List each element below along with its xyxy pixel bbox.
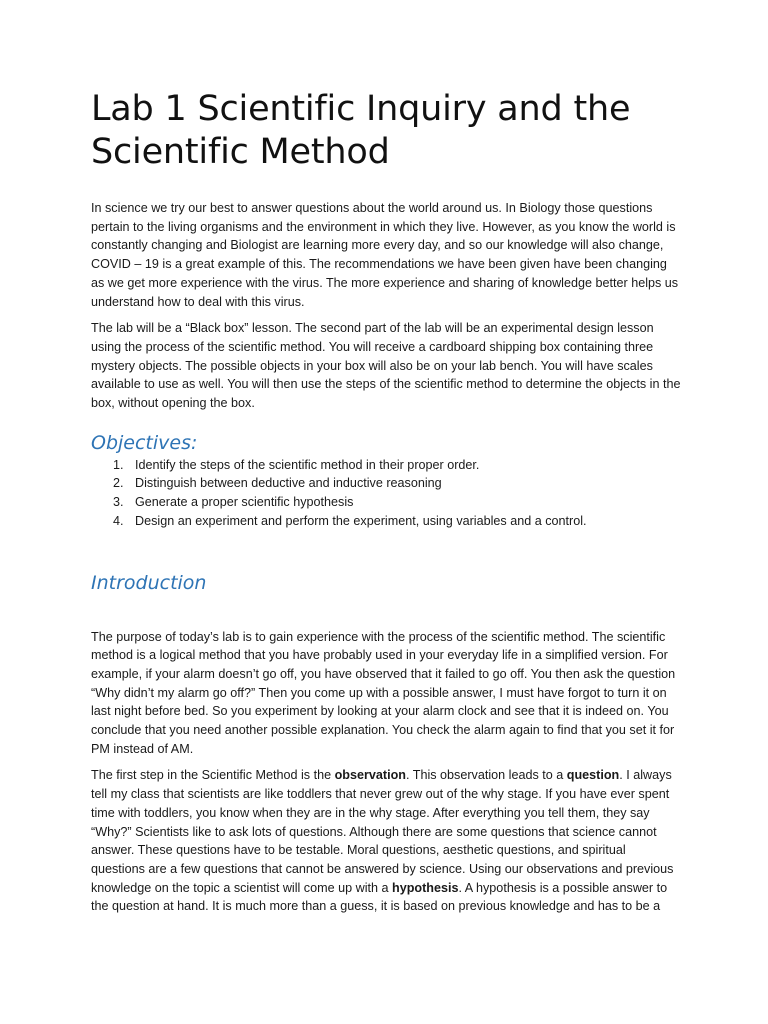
list-item bbox=[91, 474, 682, 493]
term-observation: observation bbox=[334, 768, 406, 783]
introduction-heading: Introduction bbox=[91, 571, 207, 594]
term-question: question bbox=[566, 768, 620, 783]
list-item-text: Identify the steps of the scientific method in their proper order. bbox=[135, 457, 480, 472]
objectives-list bbox=[91, 456, 682, 531]
list-item-text: Generate a proper scientific hypothesis bbox=[135, 495, 354, 510]
list-item-number: 3. bbox=[113, 495, 124, 510]
list-item-number: 4. bbox=[113, 513, 124, 528]
list-item-text: Design an experiment and perform the experiment, using variables and a control. bbox=[135, 513, 587, 528]
text-run: The first step in the Scientific Method is the bbox=[91, 768, 335, 783]
introduction-paragraph: The purpose of today’s lab is to gain experience with the process of the scientific method. The scientific method is a logical method that you have probably used in your everyday life in a simplified version. For example, if your alarm doesn’t go off, you have observed that it failed to go off. You then ask the question “Why didn’t my alarm go off?” Then you come up with a possible answer, I must have forgot to turn it on last night before bed. So you experiment by looking at your alarm clock and see that it is indeed on. You conclude that you need another possible explanation. You check the alarm again to find that you set it for PM instead of AM. bbox=[91, 629, 676, 756]
intro-paragraph: The lab will be a “Black box” lesson. The second part of the lab will be an experimental design lesson using the process of the scientific method. You will receive a cardboard shipping box containing three mystery objects. The possible objects in your box will also be on your lab bench. You will have scales available to use as well. You will then use the steps of the scientific method to determine the objects in the box, without opening the box. bbox=[91, 321, 681, 411]
list-item bbox=[91, 456, 682, 475]
introduction-paragraph bbox=[91, 766, 682, 916]
intro-paragraph: In science we try our best to answer questions about the world around us. In Biology those questions pertain to the living organisms and the environment in which they live. However, as you know the world is constantly changing and Biologist are learning more every day, and so our knowledge will also change, COVID – 19 is a great example of this. The recommendations we have been given have been changing as we get more experience with the virus. The more experience and sharing of knowledge better helps us understand how to deal with this virus. bbox=[91, 201, 679, 309]
text-run: . I always tell my class that scientists are like toddlers that never grew out of the why stage. If you have ever spent time with toddlers, you know when they are in the why stage. After everything you tell them, they say “Why?” Scientists like to ask lots of questions. Although there are some questions that science cannot answer. These questions have to be testable. Moral questions, aesthetic questions, and spiritual questions are a few questions that cannot be answered by science. Using our observations and previous knowledge on the topic a scientist will come up with a bbox=[91, 768, 674, 895]
term-hypothesis: hypothesis bbox=[392, 880, 459, 895]
document-title: Lab 1 Scientific Inquiry and the Scientific Method bbox=[91, 89, 631, 172]
objectives-heading: Objectives: bbox=[91, 431, 198, 454]
list-item bbox=[91, 493, 682, 512]
text-run: . This observation leads to a bbox=[405, 768, 567, 783]
list-item bbox=[91, 512, 682, 531]
list-item-text: Distinguish between deductive and inductive reasoning bbox=[135, 476, 442, 491]
text-run: . A hypothesis is a possible answer to the question at hand. It is much more than a guess, it is based on previous knowledge and has to be a bbox=[91, 880, 668, 914]
list-item-number: 1. bbox=[113, 457, 124, 472]
list-item-number: 2. bbox=[113, 476, 124, 491]
